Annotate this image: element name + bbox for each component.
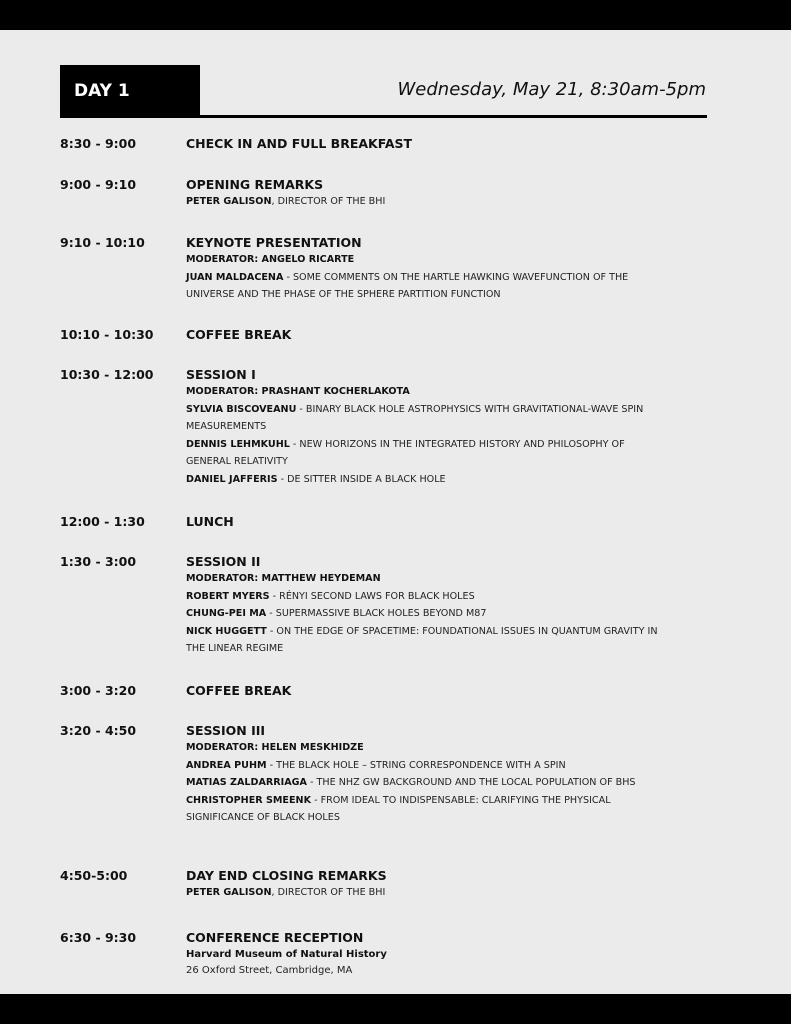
talk-text: - THE NHZ GW BACKGROUND AND THE LOCAL POPULATION OF BHS (306, 777, 636, 789)
talk-line (186, 809, 711, 827)
talk-text: - SOME COMMENTS ON THE HARTLE HAWKING WAVEFUNCTION OF THE (283, 271, 629, 283)
talk-line (186, 623, 711, 641)
time-slot: 9:00 - 9:10 (60, 177, 137, 192)
talk-line (186, 757, 711, 775)
talk-text: , DIRECTOR OF THE BHI (271, 196, 386, 207)
talk-line (186, 792, 711, 810)
item-title: SESSION II (186, 554, 261, 569)
time-slot: 3:20 - 4:50 (60, 723, 137, 738)
item-details (186, 136, 711, 152)
speaker-name: JUAN MALDACENA (186, 271, 284, 283)
time-slot: 10:10 - 10:30 (60, 327, 154, 342)
talk-text: - NEW HORIZONS IN THE INTEGRATED HISTORY AND PHILOSOPHY OF (289, 438, 625, 450)
time-slot: 12:00 - 1:30 (60, 514, 145, 529)
venue-name: Harvard Museum of Natural History (186, 949, 387, 960)
item-details (186, 327, 711, 343)
speaker-name: NICK HUGGETT (186, 625, 267, 637)
top-black-bar (0, 0, 791, 30)
item-details (186, 868, 711, 902)
speaker-name: MATIAS ZALDARRIAGA (186, 777, 307, 789)
speaker-name: CHUNG-PEI MA (186, 608, 267, 620)
speaker-name: CHRISTOPHER SMEENK (186, 794, 312, 806)
talk-line (186, 605, 711, 623)
day-badge: DAY 1 (60, 65, 200, 118)
talk-line (186, 418, 711, 436)
talk-line (186, 588, 711, 606)
item-details (186, 367, 711, 489)
item-details (186, 723, 711, 827)
item-details (186, 177, 711, 211)
header-divider (60, 115, 707, 118)
talk-line (186, 436, 711, 454)
item-details (186, 514, 711, 530)
speaker-name: DANIEL JAFFERIS (186, 473, 278, 485)
speaker-name: DENNIS LEHMKUHL (186, 438, 290, 450)
talk-text: UNIVERSE AND THE PHASE OF THE SPHERE PARTITION FUNCTION (186, 289, 501, 301)
time-slot: 1:30 - 3:00 (60, 554, 137, 569)
moderator: MODERATOR: ANGELO RICARTE (186, 254, 355, 265)
item-title: LUNCH (186, 514, 234, 529)
moderator: MODERATOR: MATTHEW HEYDEMAN (186, 573, 381, 584)
talk-line (186, 286, 711, 304)
talk-line (186, 269, 711, 287)
item-details (186, 554, 711, 658)
item-title: COFFEE BREAK (186, 327, 292, 342)
schedule-page (0, 30, 791, 994)
talk-line (186, 471, 711, 489)
talk-text: - SUPERMASSIVE BLACK HOLES BEYOND M87 (266, 608, 487, 620)
item-details (186, 235, 711, 304)
talk-text: - RÉNYI SECOND LAWS FOR BLACK HOLES (269, 590, 475, 602)
talk-line (186, 884, 711, 902)
talk-line (186, 193, 711, 211)
talk-text: - FROM IDEAL TO INDISPENSABLE: CLARIFYING THE PHYSICAL (311, 794, 611, 806)
item-title: OPENING REMARKS (186, 177, 324, 192)
time-slot: 8:30 - 9:00 (60, 136, 137, 151)
talk-line (186, 640, 711, 658)
item-details (186, 930, 711, 978)
item-title: KEYNOTE PRESENTATION (186, 235, 362, 250)
venue-address: 26 Oxford Street, Cambridge, MA (186, 965, 353, 976)
talk-text: GENERAL RELATIVITY (186, 456, 288, 468)
talk-text: - ON THE EDGE OF SPACETIME: FOUNDATIONAL ISSUES IN QUANTUM GRAVITY IN (266, 625, 658, 637)
talk-text: - DE SITTER INSIDE A BLACK HOLE (277, 473, 446, 485)
item-title: COFFEE BREAK (186, 683, 292, 698)
talk-text: - BINARY BLACK HOLE ASTROPHYSICS WITH GRAVITATIONAL-WAVE SPIN (296, 403, 644, 415)
talk-text: THE LINEAR REGIME (186, 643, 284, 655)
time-slot: 4:50-5:00 (60, 868, 128, 883)
moderator: MODERATOR: HELEN MESKHIDZE (186, 742, 364, 753)
speaker-name: PETER GALISON (186, 196, 272, 207)
speaker-name: PETER GALISON (186, 887, 272, 898)
speaker-name: ANDREA PUHM (186, 759, 267, 771)
bottom-black-bar (0, 994, 791, 1024)
time-slot: 9:10 - 10:10 (60, 235, 145, 250)
time-slot: 10:30 - 12:00 (60, 367, 154, 382)
item-title: SESSION I (186, 367, 256, 382)
item-title: CHECK IN AND FULL BREAKFAST (186, 136, 413, 151)
speaker-name: ROBERT MYERS (186, 590, 270, 602)
talk-line (186, 453, 711, 471)
talk-text: - THE BLACK HOLE – STRING CORRESPONDENCE WITH A SPIN (266, 759, 566, 771)
talk-text: MEASUREMENTS (186, 421, 267, 433)
talk-line (186, 774, 711, 792)
item-title: CONFERENCE RECEPTION (186, 930, 364, 945)
item-title: SESSION III (186, 723, 266, 738)
time-slot: 3:00 - 3:20 (60, 683, 137, 698)
speaker-name: SYLVIA BISCOVEANU (186, 403, 297, 415)
talk-text: SIGNIFICANCE OF BLACK HOLES (186, 812, 340, 824)
talk-line (186, 401, 711, 419)
talk-text: , DIRECTOR OF THE BHI (271, 887, 386, 898)
time-slot: 6:30 - 9:30 (60, 930, 137, 945)
item-title: DAY END CLOSING REMARKS (186, 868, 387, 883)
event-date: Wednesday, May 21, 8:30am-5pm (397, 79, 706, 100)
moderator: MODERATOR: PRASHANT KOCHERLAKOTA (186, 386, 410, 397)
item-details (186, 683, 711, 699)
